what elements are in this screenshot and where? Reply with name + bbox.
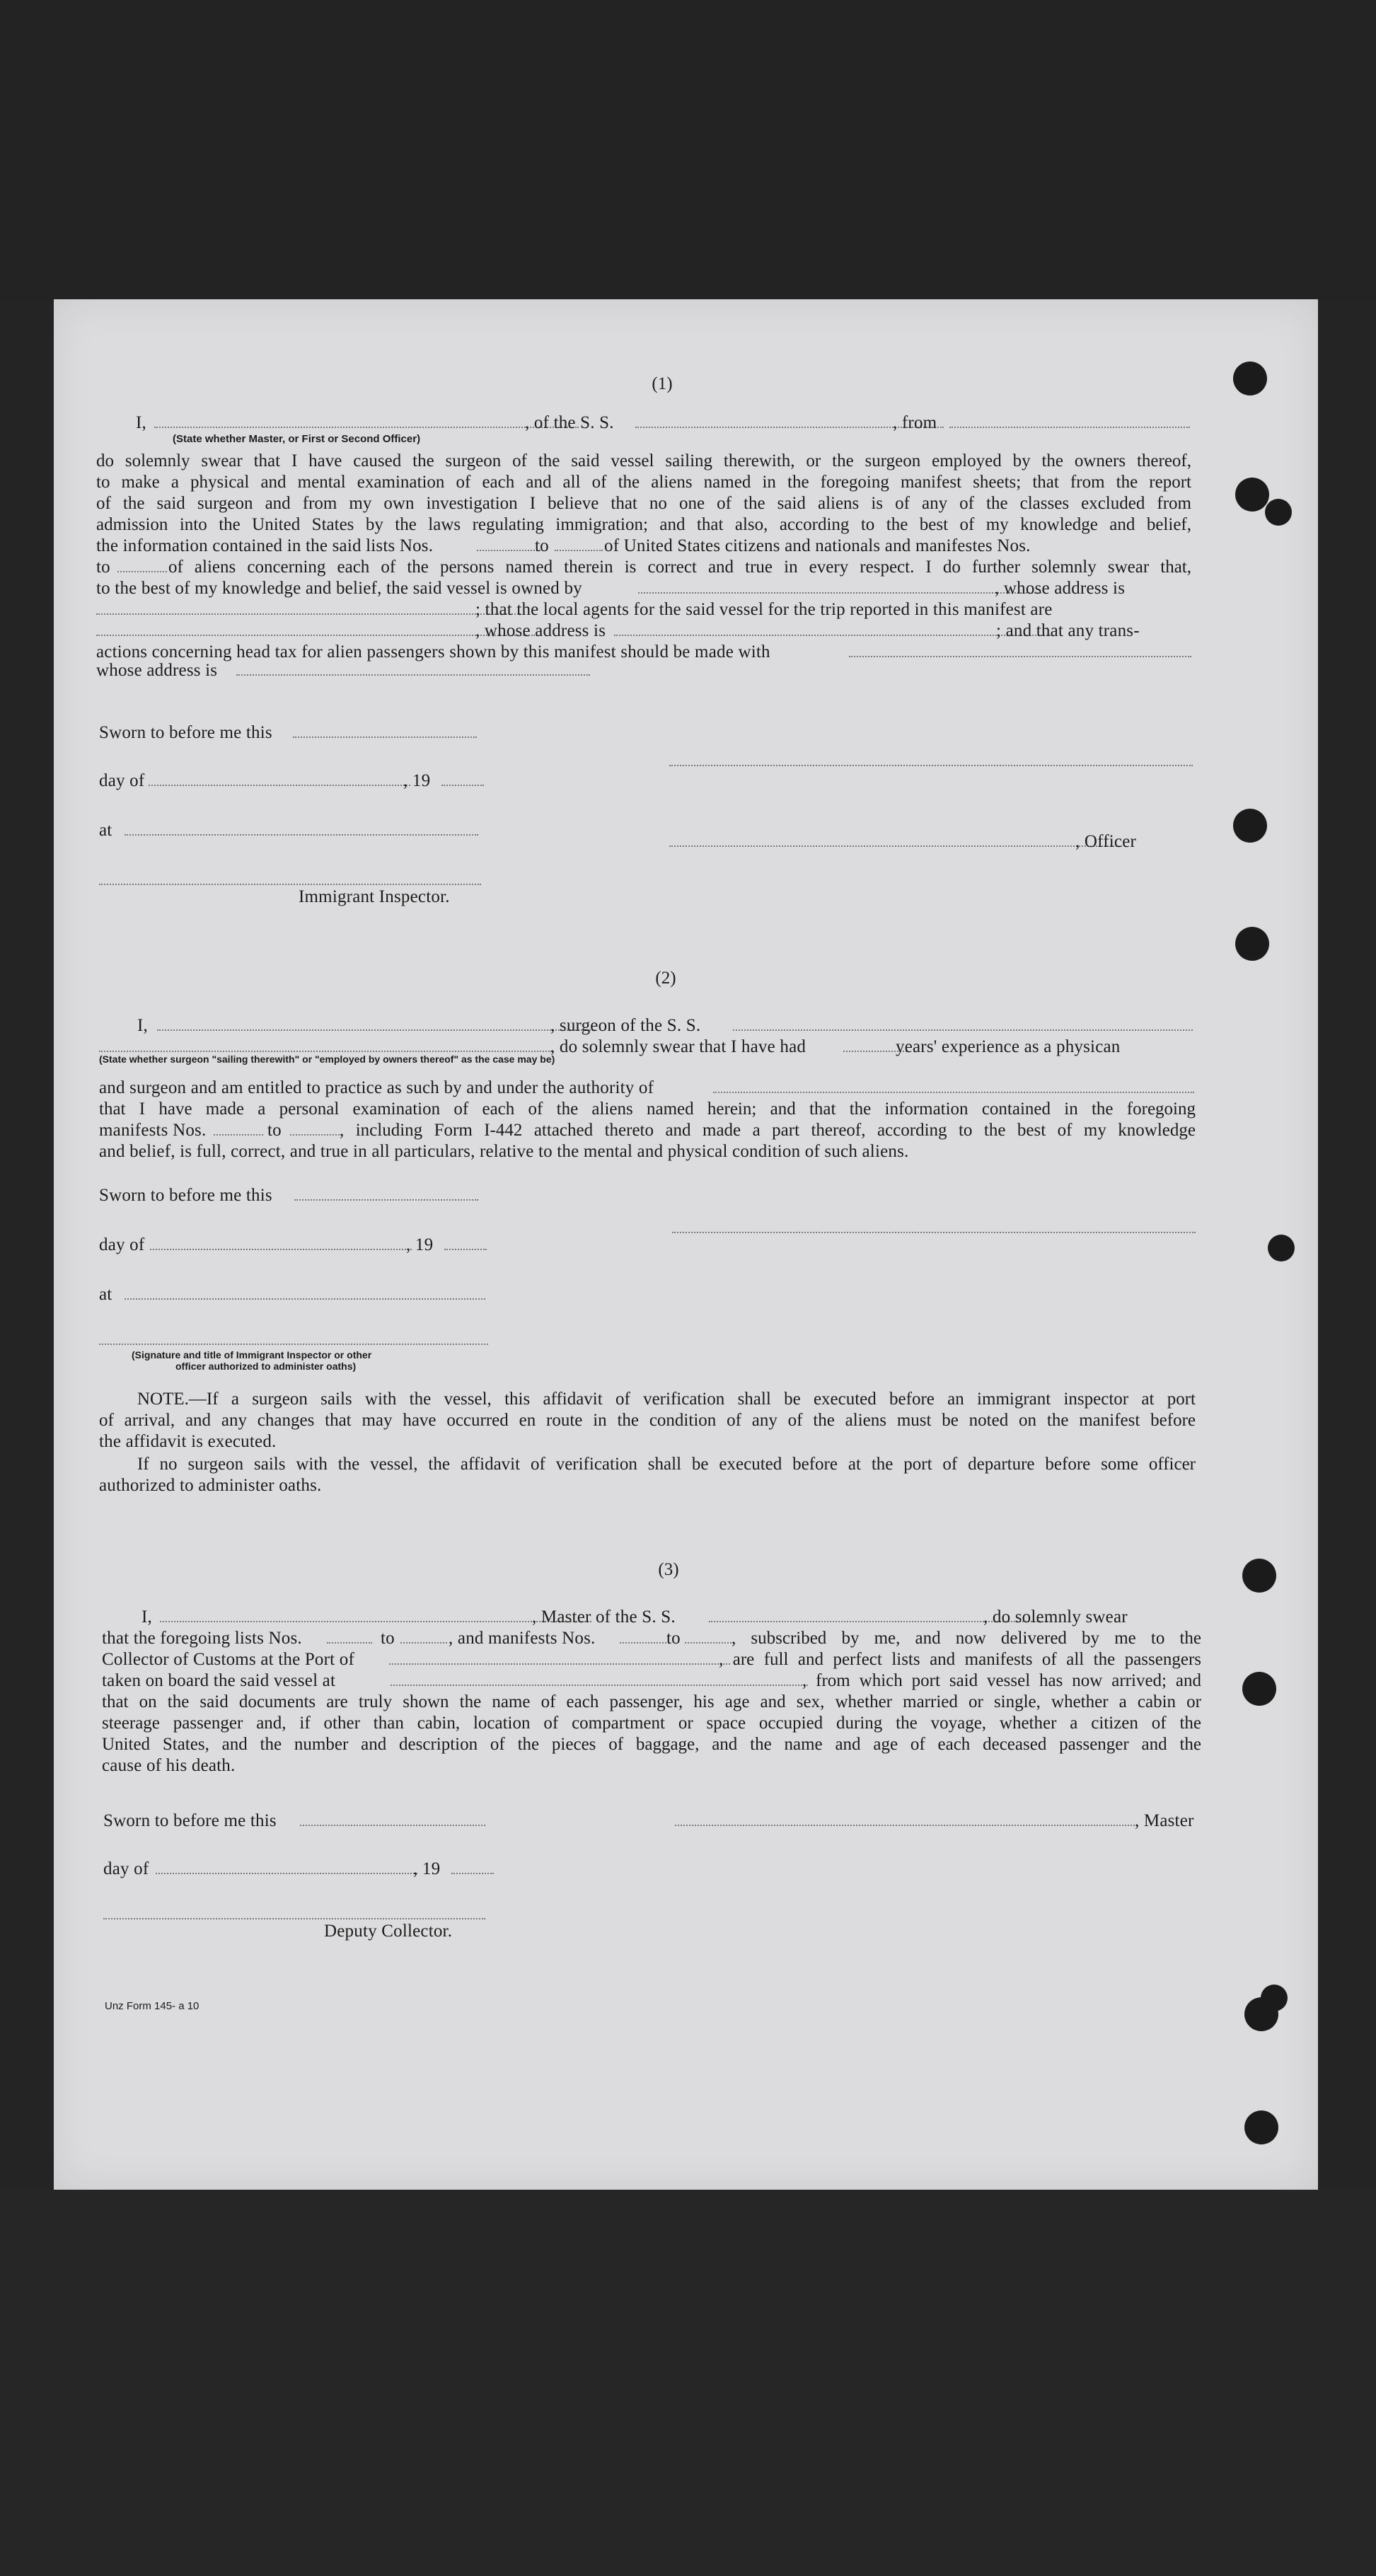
s3-taken-label: taken on board the said vessel at xyxy=(102,1671,336,1690)
punch-hole xyxy=(1261,1985,1288,2011)
s1-para-line: admission into the United States by the laws regulating immigration; and that also, according to the best of my knowledge and belief, xyxy=(96,515,1191,534)
s1-from-label: , from xyxy=(893,413,937,432)
s3-sworn-field xyxy=(300,1825,485,1826)
s1-tax-address-field xyxy=(236,674,590,676)
s2-manifests-to-field xyxy=(290,1134,340,1136)
s1-inspector-label: Immigrant Inspector. xyxy=(299,887,450,906)
s3-para-line: that on the said documents are truly shown the name of each passenger, his age and sex, whether married or single, whether a cabin or xyxy=(102,1692,1201,1711)
s2-manifests-text: , including Form I-442 attached thereto and made a part thereof, according to the best of my knowledge xyxy=(340,1121,1196,1140)
s1-tax-field xyxy=(849,656,1191,657)
s2-day-field xyxy=(150,1249,412,1250)
s2-belief-text: and belief, is full, correct, and true in all particulars, relative to the mental and physical condition of such aliens. xyxy=(99,1142,909,1161)
s1-at-field xyxy=(125,834,478,836)
s2-status-field xyxy=(99,1051,552,1052)
s3-year-label: , 19 xyxy=(413,1859,441,1878)
note-line: authorized to administer oaths. xyxy=(99,1476,322,1495)
scan-background-bottom xyxy=(0,2190,1376,2576)
s2-year-label: , 19 xyxy=(406,1235,434,1254)
s3-year-field xyxy=(451,1873,494,1874)
s3-taken-text: , from which port said vessel has now arrived; and xyxy=(802,1671,1201,1690)
s1-para-line: to make a physical and mental examination of each and all of the aliens named in the foregoing manifest sheets; that from the report xyxy=(96,473,1191,492)
s1-owned-label: to the best of my knowledge and belief, the said vessel is owned by xyxy=(96,579,582,598)
s2-inspector-line xyxy=(99,1344,488,1345)
s1-inspector-line xyxy=(99,884,481,885)
s2-manifests-to: to xyxy=(267,1121,282,1140)
punch-hole xyxy=(1268,1235,1295,1261)
document-page xyxy=(54,299,1318,2190)
punch-hole xyxy=(1242,1672,1276,1706)
s3-manifests-label: , and manifests Nos. xyxy=(449,1629,596,1648)
s1-lists-to-field xyxy=(555,550,603,551)
section-3-number: (3) xyxy=(658,1560,679,1579)
s1-tax-address-label: whose address is xyxy=(96,661,218,680)
s1-trans-text: ; and that any trans- xyxy=(996,621,1140,640)
s2-i-label: I, xyxy=(137,1016,148,1035)
s1-agents-field xyxy=(96,635,535,636)
s2-auth-field xyxy=(713,1092,1194,1093)
s3-lists-label: that the foregoing lists Nos. xyxy=(102,1629,302,1648)
punch-hole xyxy=(1235,478,1269,512)
s1-day-field xyxy=(149,785,410,786)
s1-aliens-field xyxy=(117,571,167,572)
s2-day-of-label: day of xyxy=(99,1235,145,1254)
s1-aliens-text: of aliens concerning each of the persons named therein is correct and true in every respect. I do further solemnly swear that, xyxy=(168,558,1191,577)
note-line: the affidavit is executed. xyxy=(99,1432,277,1451)
s2-at-field xyxy=(125,1298,485,1300)
s1-year-field xyxy=(441,785,484,786)
s3-para-line: United States, and the number and description of the pieces of baggage, and the name and age of each deceased passenger and the xyxy=(102,1735,1201,1754)
s2-at-label: at xyxy=(99,1285,112,1304)
s3-deputy-label: Deputy Collector. xyxy=(324,1922,453,1941)
s2-surgeon-label: , surgeon of the S. S. xyxy=(550,1016,701,1035)
s2-swear-text: , do solemnly swear that I have had xyxy=(550,1037,806,1056)
s1-lists-from-field xyxy=(477,550,540,551)
s2-manifests-from-field xyxy=(214,1134,263,1136)
s3-port-field xyxy=(389,1663,730,1665)
s1-para-line: do solemnly swear that I have caused the surgeon of the said vessel sailing therewith, or the surgeon employed by the owners thereof, xyxy=(96,451,1191,470)
s2-name-field xyxy=(157,1029,596,1031)
s1-aliens-to: to xyxy=(96,558,110,577)
s1-at-label: at xyxy=(99,821,112,840)
note-line: If no surgeon sails with the vessel, the affidavit of verification shall be executed before at the port of departure before some officer xyxy=(137,1455,1196,1474)
punch-hole xyxy=(1265,499,1292,526)
s1-year-label: , 19 xyxy=(403,771,431,790)
form-number: Unz Form 145- a 10 xyxy=(105,2000,200,2012)
s3-manifests-from-field xyxy=(620,1642,669,1644)
s1-tax-text: actions concerning head tax for alien passengers shown by this manifest should be made with xyxy=(96,642,770,662)
s3-i-label: I, xyxy=(141,1607,152,1627)
s3-subscribed-text: , subscribed by me, and now delivered by me to the xyxy=(732,1629,1201,1648)
s1-officer-label: , Officer xyxy=(1075,832,1137,851)
s2-sworn-field xyxy=(294,1199,478,1201)
punch-hole xyxy=(1244,2110,1278,2144)
s1-citizens-text: of United States citizens and nationals and manifestes Nos. xyxy=(604,536,1031,555)
s3-day-field xyxy=(156,1873,417,1874)
s2-surgeon-note: (State whether surgeon "sailing therewith" or "employed by owners thereof" as the case may be) xyxy=(99,1053,555,1065)
s1-from-field xyxy=(949,427,1190,428)
s2-auth-text: and surgeon and am entitled to practice as such by and under the authority of xyxy=(99,1078,654,1097)
s1-day-of-label: day of xyxy=(99,771,145,790)
s1-owner-address-label: , whose address is xyxy=(995,579,1126,598)
s1-officer-note: (State whether Master, or First or Second Officer) xyxy=(173,433,421,445)
s2-years-text: years' experience as a physican xyxy=(896,1037,1121,1056)
s3-para-line: cause of his death. xyxy=(102,1756,236,1775)
s1-sworn-label: Sworn to before me this xyxy=(99,723,272,742)
s3-para-line: steerage passenger and, if other than cabin, location of compartment or space occupied during the voyage, whether a citizen of the xyxy=(102,1714,1201,1733)
s3-sworn-label: Sworn to before me this xyxy=(103,1811,277,1830)
s1-agents-address-label: , whose address is xyxy=(475,621,606,640)
s1-name-field xyxy=(154,427,579,428)
s1-agents-address-field xyxy=(614,635,1053,636)
s3-name-field xyxy=(160,1621,591,1622)
s1-sworn-field xyxy=(293,737,477,738)
s3-lists-to-field xyxy=(400,1642,447,1644)
s3-swear-label: , do solemnly swear xyxy=(983,1607,1128,1627)
s1-owner-field xyxy=(638,592,1041,594)
punch-hole xyxy=(1233,809,1267,843)
s2-sig-note-1: (Signature and title of Immigrant Inspector or other xyxy=(132,1349,372,1361)
s1-para-line: of the said surgeon and from my own investigation I believe that no one of the said aliens is of any of the classes excluded from xyxy=(96,494,1191,513)
note-line: NOTE.—If a surgeon sails with the vessel, this affidavit of verification shall be executed before an immigrant inspector at port xyxy=(137,1390,1196,1409)
s2-sig-note-2: officer authorized to administer oaths) xyxy=(175,1361,357,1372)
s3-deputy-line xyxy=(103,1918,485,1919)
punch-hole xyxy=(1235,927,1269,961)
s3-master-title: , Master xyxy=(1135,1811,1194,1830)
s1-officer-line xyxy=(669,845,1122,847)
note-line: of arrival, and any changes that may have occurred en route in the condition of any of the aliens must be noted on the manifest before xyxy=(99,1411,1196,1430)
s3-taken-field xyxy=(391,1685,808,1686)
s3-manifests-to-field xyxy=(685,1642,732,1644)
s1-agents-text: ; that the local agents for the said vessel for the trip reported in this manifest are xyxy=(475,600,1053,619)
s3-day-of-label: day of xyxy=(103,1859,149,1878)
s3-lists-to: to xyxy=(381,1629,395,1648)
s3-collector-text: , are full and perfect lists and manifests of all the passengers xyxy=(719,1650,1201,1669)
scan-background-top xyxy=(0,0,1376,301)
s2-manifests-label: manifests Nos. xyxy=(99,1121,207,1140)
s3-master-signature-line xyxy=(675,1825,1135,1826)
s2-signature-line xyxy=(672,1232,1196,1233)
section-1-number: (1) xyxy=(652,374,673,393)
s3-manifests-to: to xyxy=(666,1629,681,1648)
s3-collector-label: Collector of Customs at the Port of xyxy=(102,1650,354,1669)
s1-vessel-label: , of the S. S. xyxy=(525,413,614,432)
s1-signature-line xyxy=(669,765,1193,766)
s1-lists-label: the information contained in the said lists Nos. xyxy=(96,536,434,555)
s2-year-field xyxy=(444,1249,487,1250)
s3-master-label: , Master of the S. S. xyxy=(532,1607,676,1627)
s1-owner-address-field xyxy=(96,613,521,615)
section-2-number: (2) xyxy=(655,969,676,988)
s1-i-label: I, xyxy=(136,413,146,432)
s2-sworn-label: Sworn to before me this xyxy=(99,1186,272,1205)
s2-exam-text: that I have made a personal examination of each of the aliens named herein; and that the information contained in the foregoing xyxy=(99,1099,1196,1119)
s3-lists-from-field xyxy=(327,1642,372,1644)
s2-vessel-field xyxy=(733,1029,1193,1031)
s1-lists-to: to xyxy=(535,536,549,555)
